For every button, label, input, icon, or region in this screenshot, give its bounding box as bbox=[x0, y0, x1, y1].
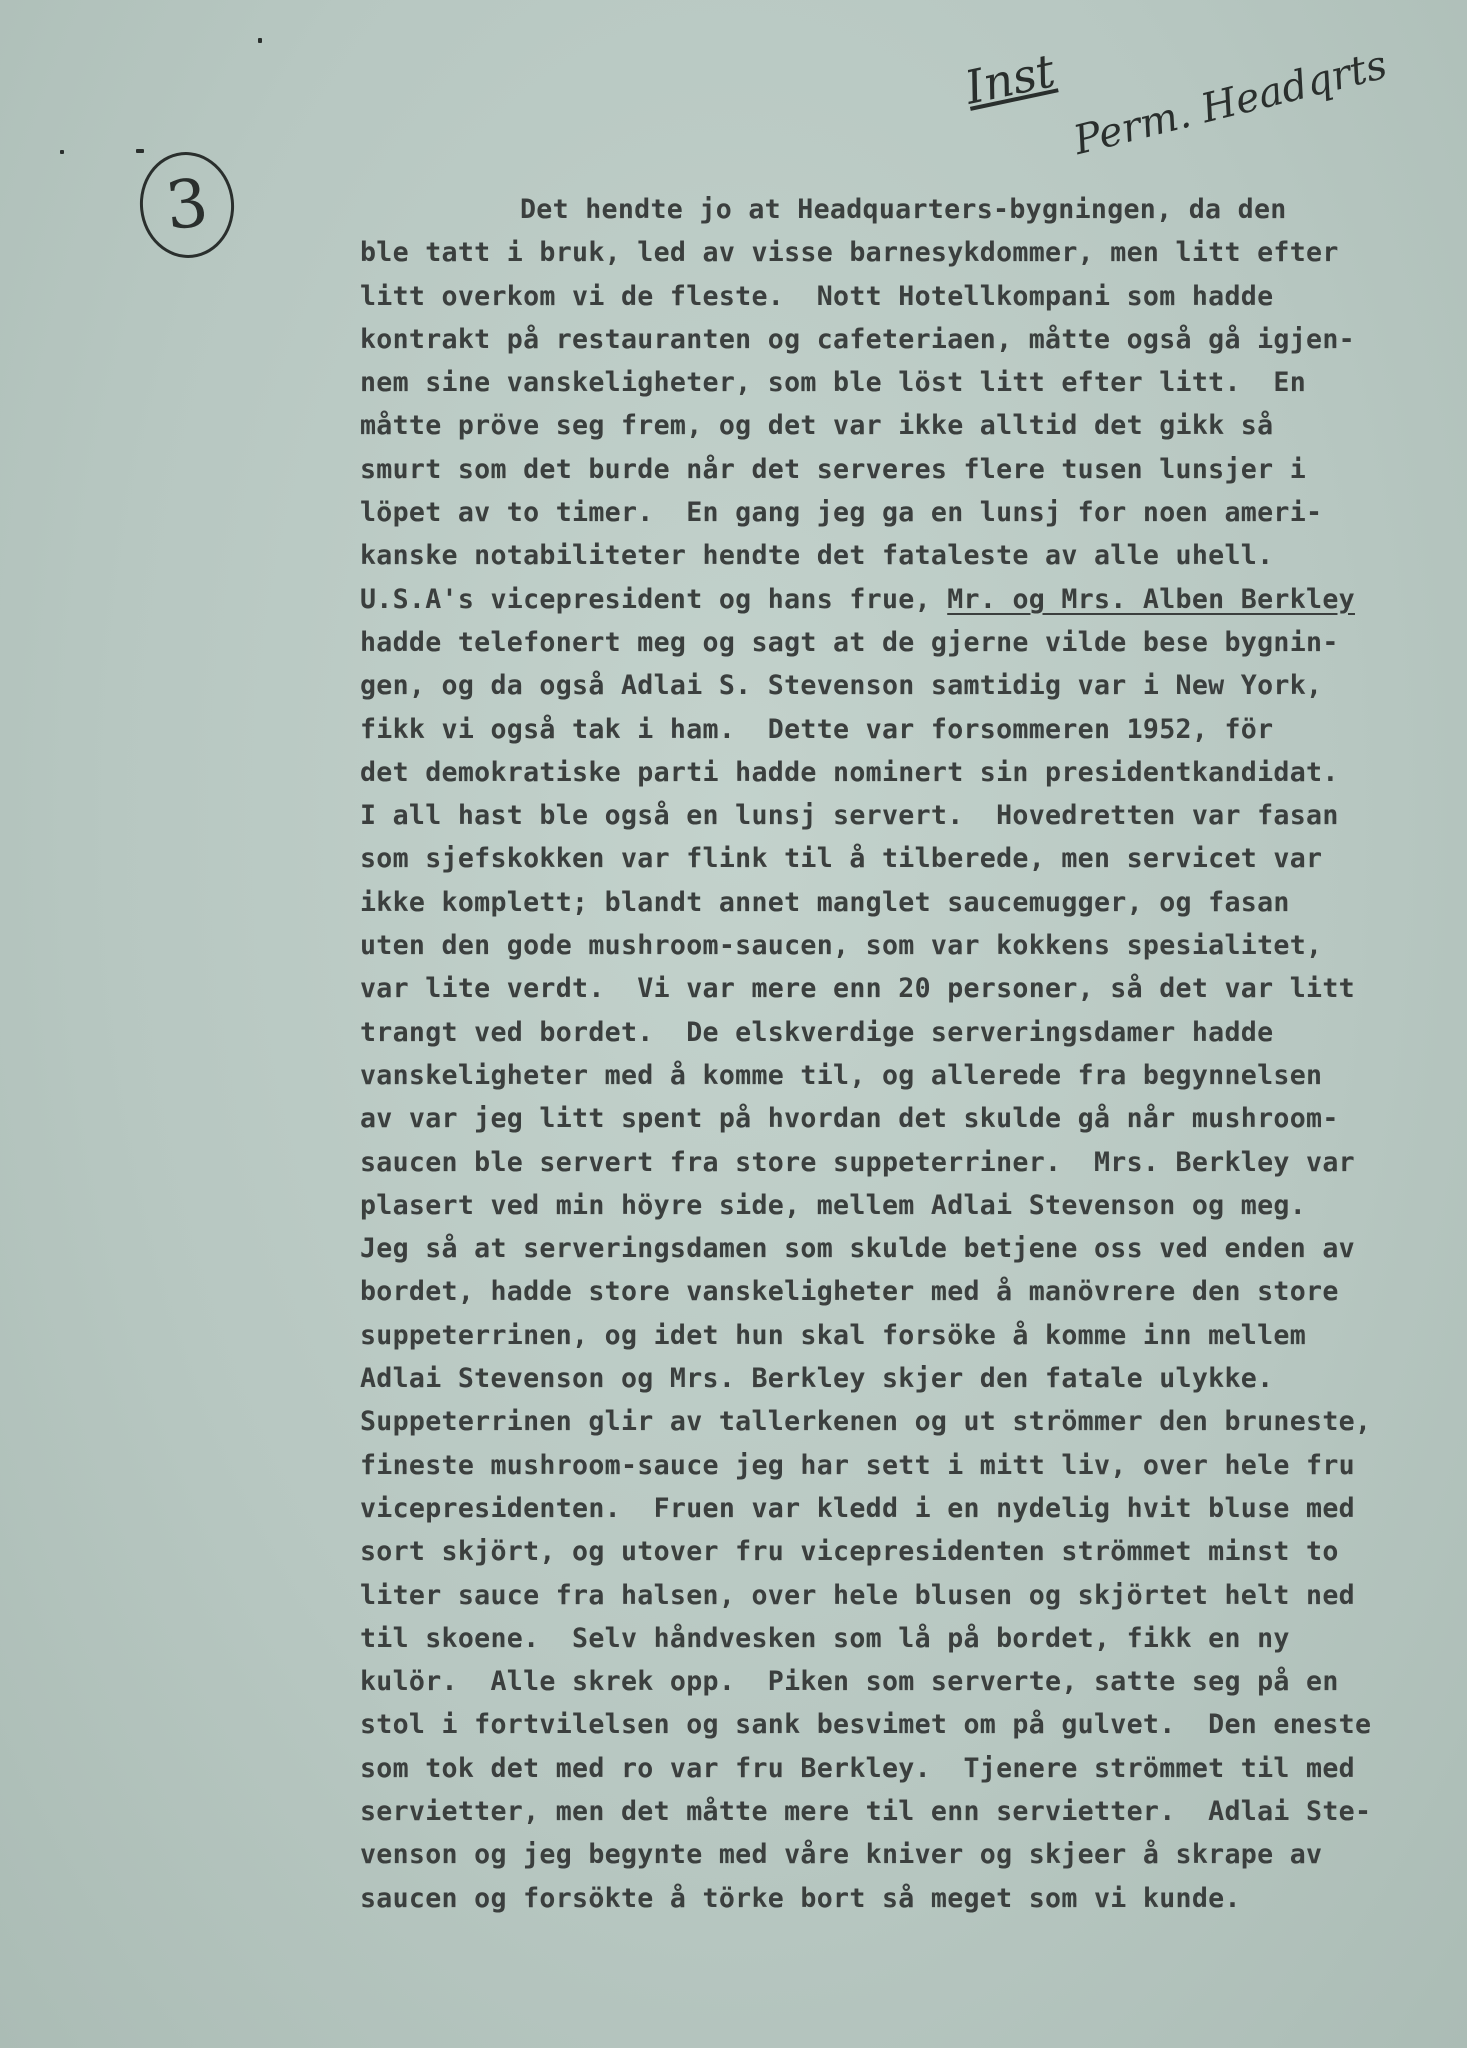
circled-page-number: 3 bbox=[135, 147, 240, 262]
text-line: Suppeterrinen glir av tallerkenen og ut strömmer den bruneste, bbox=[360, 1406, 1372, 1438]
typewritten-body bbox=[360, 188, 1450, 1920]
text-line: bordet, hadde store vanskeligheter med å manövrere den store bbox=[360, 1276, 1339, 1308]
text-line: plasert ved min höyre side, mellem Adlai Stevenson og meg. bbox=[360, 1189, 1307, 1221]
text-line: nem sine vanskeligheter, som ble löst litt efter litt. En bbox=[360, 367, 1307, 399]
text-line: uten den gode mushroom-saucen, som var kokkens spesialitet, bbox=[360, 930, 1323, 962]
text-line: var lite verdt. Vi var mere enn 20 personer, så det var litt bbox=[360, 973, 1355, 1005]
text-line: fikk vi også tak i ham. Dette var forsommeren 1952, för bbox=[360, 713, 1274, 745]
text-line: ble tatt i bruk, led av visse barnesykdommer, men litt efter bbox=[360, 237, 1339, 269]
text-line: litt overkom vi de fleste. Nott Hotellkompani som hadde bbox=[360, 280, 1274, 312]
text-line: saucen og forsökte å törke bort så meget som vi kunde. bbox=[360, 1882, 1241, 1914]
text-line-start: U.S.A's vicepresident og hans frue, bbox=[360, 583, 948, 615]
text-line: kontrakt på restauranten og cafeteriaen, måtte også gå igjen- bbox=[360, 323, 1355, 355]
handwritten-annotation-subtitle: Perm. Headqrts bbox=[1069, 41, 1392, 165]
ink-speck bbox=[136, 149, 144, 153]
text-line: måtte pröve seg frem, og det var ikke alltid det gikk så bbox=[360, 410, 1274, 442]
text-line: Adlai Stevenson og Mrs. Berkley skjer den fatale ulykke. bbox=[360, 1363, 1274, 1395]
text-line: löpet av to timer. En gang jeg ga en lunsj for noen ameri- bbox=[360, 497, 1323, 529]
text-line: gen, og da også Adlai S. Stevenson samtidig var i New York, bbox=[360, 670, 1323, 702]
text-line: hadde telefonert meg og sagt at de gjerne vilde bese bygnin- bbox=[360, 626, 1339, 658]
text-line: kanske notabiliteter hendte det fataleste av alle uhell. bbox=[360, 540, 1274, 572]
text-line-with-underline bbox=[360, 578, 1450, 621]
text-line: Jeg så at serveringsdamen som skulde betjene oss ved enden av bbox=[360, 1233, 1355, 1265]
text-line: som tok det med ro var fru Berkley. Tjenere strömmet til med bbox=[360, 1752, 1355, 1784]
text-line: ikke komplett; blandt annet manglet saucemugger, og fasan bbox=[360, 886, 1290, 918]
text-line: fineste mushroom-sauce jeg har sett i mitt liv, over hele fru bbox=[360, 1449, 1355, 1481]
text-line: suppeterrinen, og idet hun skal forsöke å komme inn mellem bbox=[360, 1319, 1307, 1351]
text-line: kulör. Alle skrek opp. Piken som serverte, satte seg på en bbox=[360, 1666, 1339, 1698]
text-line: som sjefskokken var flink til å tilberede, men servicet var bbox=[360, 843, 1323, 875]
underlined-name: Mr. og Mrs. Alben Berkley bbox=[947, 583, 1355, 615]
text-line: Det hendte jo at Headquarters-bygningen, da den bbox=[520, 194, 1287, 225]
text-line: vicepresidenten. Fruen var kledd i en nydelig hvit bluse med bbox=[360, 1492, 1355, 1524]
text-line: sort skjört, og utover fru vicepresidenten strömmet minst to bbox=[360, 1536, 1339, 1568]
ink-speck bbox=[258, 38, 262, 43]
text-line: I all hast ble også en lunsj servert. Hovedretten var fasan bbox=[360, 800, 1339, 832]
text-line: til skoene. Selv håndvesken som lå på bordet, fikk en ny bbox=[360, 1622, 1290, 1654]
handwritten-annotation: Inst bbox=[960, 43, 1060, 115]
text-line: av var jeg litt spent på hvordan det skulde gå når mushroom- bbox=[360, 1103, 1339, 1135]
text-line: saucen ble servert fra store suppeterriner. Mrs. Berkley var bbox=[360, 1146, 1355, 1178]
text-line: servietter, men det måtte mere til enn servietter. Adlai Ste- bbox=[360, 1795, 1372, 1827]
text-line: liter sauce fra halsen, over hele blusen og skjörtet helt ned bbox=[360, 1579, 1355, 1611]
text-line: stol i fortvilelsen og sank besvimet om på gulvet. Den eneste bbox=[360, 1709, 1372, 1741]
text-line: trangt ved bordet. De elskverdige serveringsdamer hadde bbox=[360, 1016, 1274, 1048]
ink-speck bbox=[60, 150, 64, 154]
text-line: vanskeligheter med å komme til, og allerede fra begynnelsen bbox=[360, 1059, 1323, 1091]
text-line: smurt som det burde når det serveres flere tusen lunsjer i bbox=[360, 453, 1307, 485]
text-line: det demokratiske parti hadde nominert sin presidentkandidat. bbox=[360, 756, 1339, 788]
text-line: venson og jeg begynte med våre kniver og skjeer å skrape av bbox=[360, 1839, 1323, 1871]
